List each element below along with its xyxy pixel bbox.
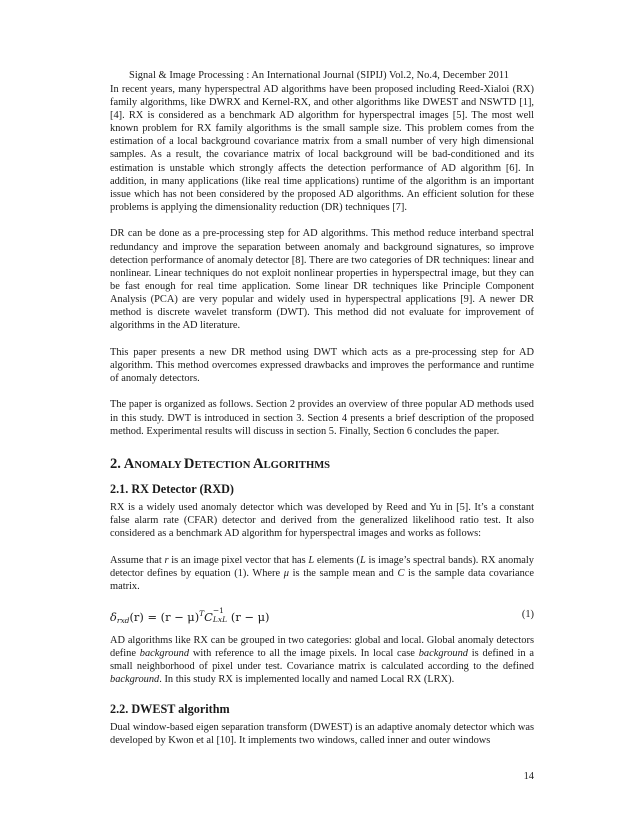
subsection-2-1-heading: 2.1. RX Detector (RXD)	[110, 481, 234, 496]
heading-smallcaps: LGORITHMS	[263, 459, 331, 471]
heading-letter: A	[123, 455, 135, 472]
var-L: L	[308, 554, 315, 566]
covariance-indices: −1 LxL	[212, 605, 228, 624]
subsection-2-2-heading: 2.2. DWEST algorithm	[110, 702, 230, 717]
intro-paragraph-2: DR can be done as a pre-processing step for AD algorithms. This method reduce interband spectral redundancy and improve the separation between anomaly and background signatures, so improve detection performance of anomaly detector [8]. There are two categories of DR techniques: linear and nonlinear. Linear techniques do not exploit nonlinear properties in hyperspectral image, but they can be fast enough for real time application. Some linear DR techniques like Principle Component Analysis (PCA) are very popular and widely used in hyperspectral applications [9]. A newer DR method is discrete wavelet transform (DWT). This method did not evaluate for improvement of algorithms in the AD literature.	[110, 228, 534, 332]
dwest-paragraph: Dual window-based eigen separation transform (DWEST) is an adaptive anomaly detector which was developed by Kwon et al [10]. It implements two windows, called inner and outer windows	[110, 722, 534, 747]
var-mu: μ	[283, 567, 289, 579]
var-C: C	[397, 567, 405, 579]
equation-expression: $\delta rxd(r) = (r - \mu)^TC$ −1 LxL (r − μ)	[110, 605, 270, 625]
heading-smallcaps: NOMALY	[134, 459, 184, 471]
rx-description-paragraph: RX is a widely used anomaly detector which was developed by Reed and Yu in [5]. It’s a constant false alarm rate (CFAR) detector and derived from the generalized likelihood ratio test. It also considered as a benchmark AD algorithm for hyperspectral images and works as follows:	[110, 501, 534, 539]
page-number: 14	[523, 771, 534, 782]
section-number: 2.	[110, 455, 124, 472]
intro-paragraph-4: The paper is organized as follows. Section 2 provides an overview of three popular AD methods used in this study. DWT is introduced in section 3. Section 4 presents a brief description of the proposed method. Experimental results will discuss in section 5. Finally, Section 6 concludes the paper.	[110, 399, 534, 437]
running-header: Signal & Image Processing : An International Journal (SIPIJ) Vol.2, No.4, December 2011	[129, 70, 509, 81]
var-r: r	[164, 554, 169, 566]
section-2-heading	[110, 456, 534, 474]
intro-paragraph-3: This paper presents a new DR method using DWT which acts as a pre-processing step for AD algorithm. This method overcomes expressed drawbacks and improves the performance and runtime of anomaly detectors.	[110, 346, 534, 384]
heading-letter: A	[253, 455, 264, 472]
page-body	[110, 83, 534, 761]
intro-paragraph-1: In recent years, many hyperspectral AD algorithms have been proposed including Reed-Xialoi (RX) family algorithms, like DWRX and Kernel-RX, and other algorithms like DWEST and NSWTD [1], [4]. RX is considered as a benchmark AD algorithm for hyperspectral images [5]. The most well known problem for RX family algorithms is the small sample size. This problem comes from the estimation of a local background covariance matrix from a small number of very high dimensional samples. As a result, the covariance matrix of local background will be bad-conditioned and its estimation is unstable which strongly affects the detection performance of AD algorithm [6]. In addition, in many applications (like real time applications) runtime of the algorithm is an important issue which has not been considered by the proposed AD algorithms. An efficient solution for these problems is applying the dimensionality reduction (DR) techniques [7].	[110, 84, 534, 213]
rx-categories-paragraph: AD algorithms like RX can be grouped in two categories: global and local. Global anomaly detectors define background with reference to all the image pixels. In local case background is defined in a small neighborhood of pixel under test. Covariance matrix is calculated according to the defined background. In this study RX is implemented locally and named Local RX (LRX).	[110, 634, 534, 686]
var-L: L	[359, 554, 366, 566]
equation-1	[110, 605, 534, 623]
rx-assumption-paragraph: Assume that r is an image pixel vector that has L elements (L is image’s spectral bands). RX anomaly detector defines by equation (1). Where μ is the sample mean and C is the sample data covariance matrix.	[110, 554, 535, 592]
heading-letter: D	[183, 455, 195, 472]
equation-number: (1)	[521, 608, 534, 620]
heading-smallcaps: ETECTION	[194, 459, 254, 471]
